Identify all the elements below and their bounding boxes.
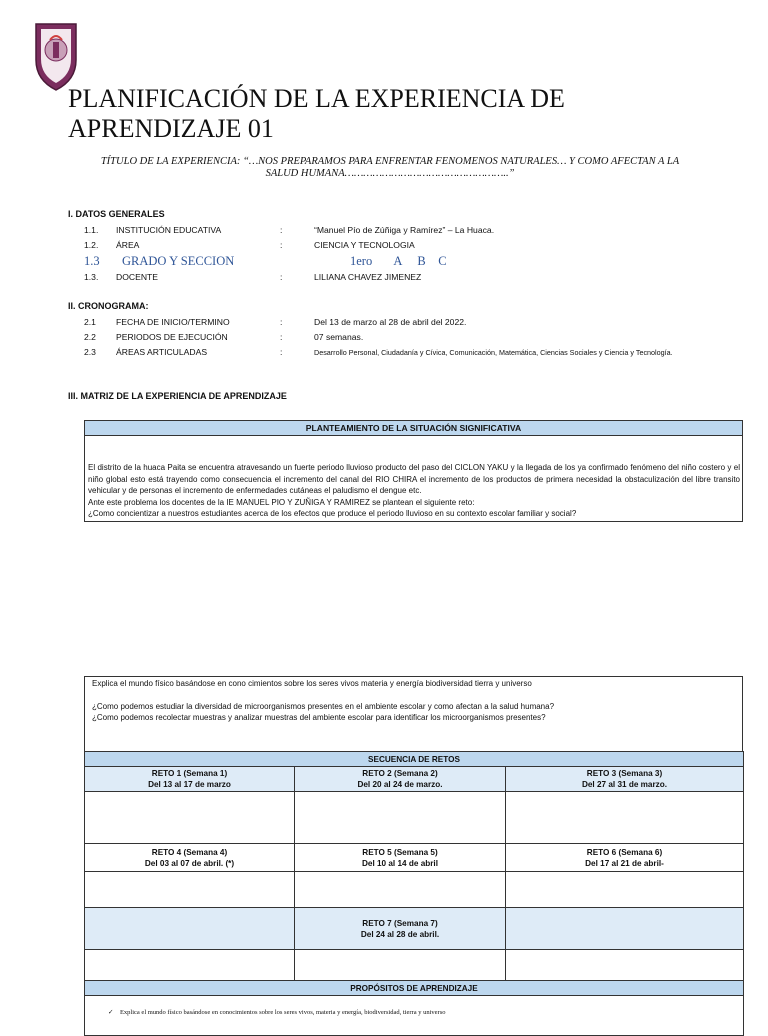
competencia-text xyxy=(92,678,732,724)
situacion-text xyxy=(88,462,740,520)
row-number: 1.3 xyxy=(84,254,100,268)
competencia-paragraph: ¿Como podemos recolectar muestras y analizar muestras del ambiente escolar para identificar los microorganismos presentes? xyxy=(92,713,546,723)
reto-cell xyxy=(506,950,744,981)
row-label: DOCENTE xyxy=(116,272,159,282)
matriz-heading: III. MATRIZ DE LA EXPERIENCIA DE APRENDIZAJE xyxy=(68,391,287,401)
title-line-1: PLANIFICACIÓN DE LA EXPERIENCIA DE xyxy=(68,84,565,113)
row-number: 1.3. xyxy=(84,272,99,282)
row-label: FECHA DE INICIO/TERMINO xyxy=(116,317,230,327)
row-colon: : xyxy=(280,240,283,250)
row-number: 2.1 xyxy=(84,317,96,327)
experience-title-line-2: SALUD HUMANA……………………………………………..” xyxy=(265,168,515,179)
cronograma-heading: II. CRONOGRAMA: xyxy=(68,301,149,311)
row-label: ÁREA xyxy=(116,240,140,250)
experience-title-line-1: : “…NOS PREPARAMOS PARA ENFRENTAR FENOMENOS NATURALES… Y COMO AFECTAN A LA xyxy=(236,156,680,167)
row-colon: : xyxy=(280,317,283,327)
reto-header xyxy=(295,844,506,872)
row-colon: : xyxy=(280,347,283,357)
reto-dates: Del 24 al 28 de abril. xyxy=(360,929,440,939)
reto-header xyxy=(506,844,744,872)
proposito-text: Explica el mundo físico basándose en conocimientos sobre los seres vivos, materia y energía, biodiversidad, tierra y universo xyxy=(119,1009,446,1016)
reto-title: RETO 4 (Semana 4) xyxy=(151,847,228,857)
reto-header xyxy=(85,844,295,872)
reto-header xyxy=(295,767,506,792)
reto-title: RETO 5 (Semana 5) xyxy=(362,847,438,857)
reto-dates: Del 13 al 17 de marzo xyxy=(148,780,231,789)
competencia-paragraph: ¿Como podemos estudiar la diversidad de microorganismos presentes en el ambiente escolar y como afectan a la salud humana? xyxy=(92,701,555,711)
proposito-item xyxy=(108,1008,445,1016)
retos-table xyxy=(84,751,744,1036)
reto-dates: Del 20 al 24 de marzo. xyxy=(357,780,443,789)
propositos-header: PROPÓSITOS DE APRENDIZAJE xyxy=(85,981,744,996)
reto-cell xyxy=(85,872,295,908)
row-value: Desarrollo Personal, Ciudadanía y Cívica, Comunicación, Matemática, Ciencias Sociales y Ciencia y Tecnología. xyxy=(314,348,673,357)
reto-cell xyxy=(506,908,744,950)
situacion-paragraph: El distrito de la huaca Paita se encuentra atravesando un fuerte periodo lluvioso producto del paso del CICLON YAKU y la llegada de los ya confirmado fenómeno del niño costero y el niño global esto está trayendo como consecuencia el incremento del canal del RIO CHIRA el incremento de los productos de primera necesidad la obstaculización del libre transito vehicular y de personas el incremento de enfermedades cutáneas el paludismo el dengue etc. xyxy=(88,463,740,496)
document-title xyxy=(68,84,708,144)
situacion-paragraph: Ante este problema los docentes de la IE MANUEL PIO Y ZUÑIGA Y RAMIREZ se plantean el siguiente reto: xyxy=(88,497,475,507)
row-label: PERIODOS DE EJECUCIÓN xyxy=(116,332,228,342)
row-label: ÁREAS ARTICULADAS xyxy=(116,347,208,357)
reto-cell xyxy=(85,950,295,981)
reto-cell xyxy=(506,872,744,908)
reto-cell xyxy=(295,792,506,844)
reto-header xyxy=(506,767,744,792)
row-number: 2.3 xyxy=(84,347,96,357)
reto-dates: Del 17 al 21 de abril- xyxy=(585,858,664,868)
experience-title xyxy=(80,156,700,180)
reto-cell xyxy=(85,908,295,950)
row-colon: : xyxy=(280,332,283,342)
row-number: 1.1. xyxy=(84,225,99,235)
school-crest-logo xyxy=(32,20,80,92)
reto-cell xyxy=(85,792,295,844)
row-colon: : xyxy=(280,272,283,282)
reto-cell xyxy=(506,792,744,844)
row-label: GRADO Y SECCION xyxy=(122,254,235,268)
row-number: 1.2. xyxy=(84,240,99,250)
reto-title: RETO 2 (Semana 2) xyxy=(362,769,438,778)
row-label: INSTITUCIÓN EDUCATIVA xyxy=(116,225,222,235)
secuencia-header: SECUENCIA DE RETOS xyxy=(85,752,744,767)
situacion-paragraph: ¿Como concientizar a nuestros estudiantes acerca de los efectos que produce el periodo lluvioso en su contexto escolar familiar y social? xyxy=(88,509,577,519)
situacion-header: PLANTEAMIENTO DE LA SITUACIÓN SIGNIFICATIVA xyxy=(85,421,742,436)
competencia-paragraph xyxy=(92,690,732,701)
check-icon: ✓ xyxy=(108,1009,114,1016)
reto-header xyxy=(295,908,506,950)
row-value: 07 semanas. xyxy=(314,332,364,342)
row-value: “Manuel Pío de Zúñiga y Ramírez” – La Huaca. xyxy=(314,225,495,235)
experience-label: TÍTULO DE LA EXPERIENCIA xyxy=(100,156,237,167)
row-number: 2.2 xyxy=(84,332,96,342)
reto-title: RETO 6 (Semana 6) xyxy=(586,847,663,857)
row-value: 1ero A B C xyxy=(350,254,447,268)
row-colon: : xyxy=(280,225,283,235)
datos-generales-heading: I. DATOS GENERALES xyxy=(68,209,165,219)
reto-header xyxy=(85,767,295,792)
reto-title: RETO 1 (Semana 1) xyxy=(151,769,228,778)
reto-title: RETO 7 (Semana 7) xyxy=(362,918,438,928)
row-value: Del 13 de marzo al 28 de abril del 2022. xyxy=(314,317,467,327)
row-value: CIENCIA Y TECNOLOGIA xyxy=(314,240,415,250)
reto-title: RETO 3 (Semana 3) xyxy=(586,769,663,778)
reto-dates: Del 03 al 07 de abril. (*) xyxy=(144,858,235,868)
row-value: LILIANA CHAVEZ JIMENEZ xyxy=(314,272,422,282)
reto-cell xyxy=(295,872,506,908)
reto-cell xyxy=(295,950,506,981)
title-line-2: APRENDIZAJE 01 xyxy=(68,114,274,143)
reto-dates: Del 27 al 31 de marzo. xyxy=(581,780,668,789)
reto-dates: Del 10 al 14 de abril xyxy=(361,858,438,868)
competencia-paragraph: Explica el mundo físico basándose en cono cimientos sobre los seres vivos materia y energía biodiversidad tierra y universo xyxy=(92,679,532,688)
